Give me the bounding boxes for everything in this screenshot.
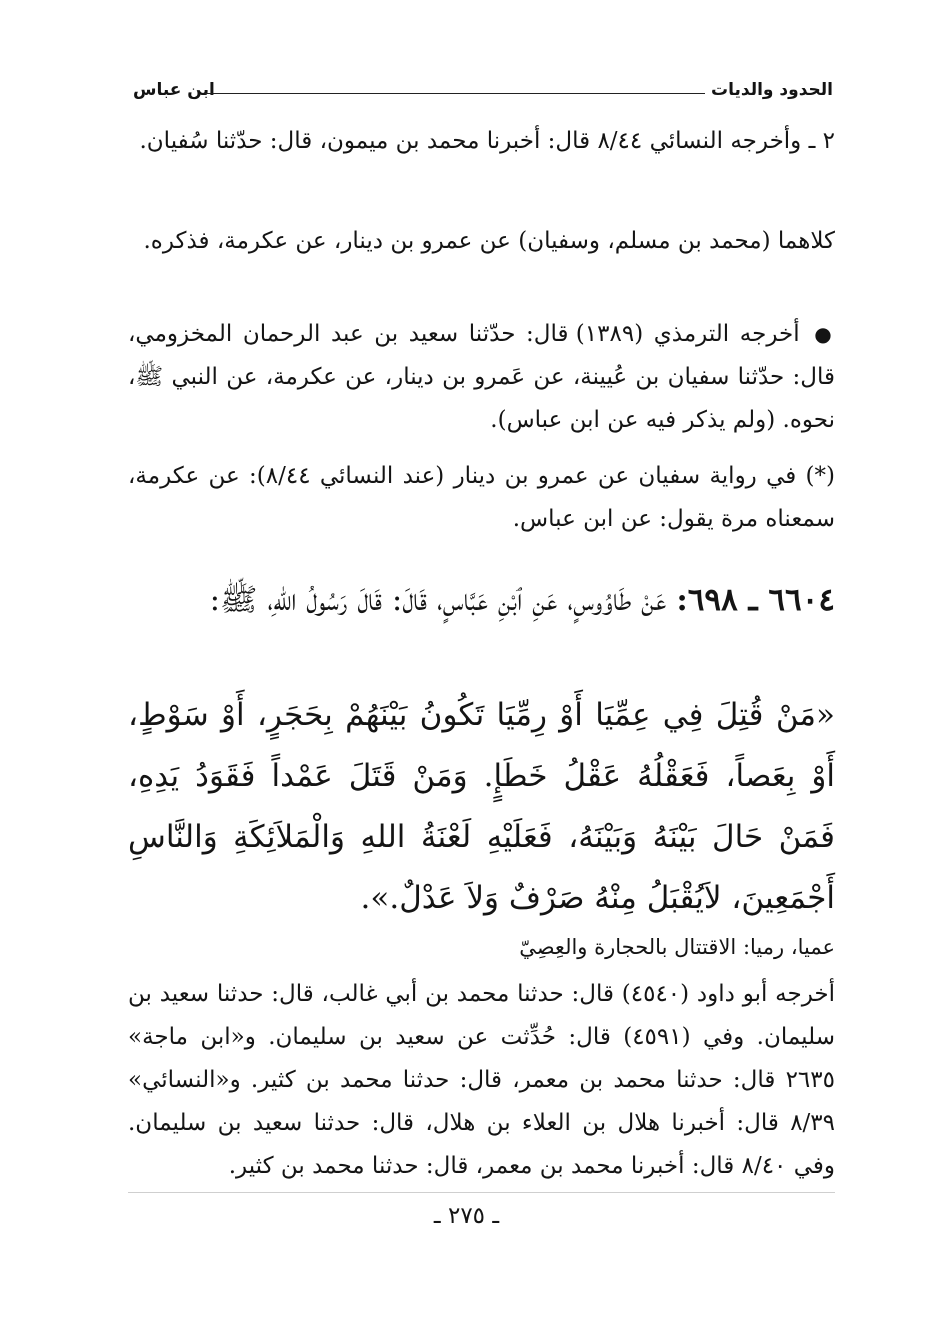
header-rule <box>205 93 705 94</box>
paragraph-note-text: (*) في رواية سفيان عن عمرو بن دينار (عند النسائي ٨/٤٤): عن عكرمة، سمعناه مرة يقول: عن ابن عباس. <box>128 463 835 532</box>
hadith-heading <box>128 568 835 632</box>
hadith-number: ٦٦٠٤ ـ ٦٩٨: <box>676 582 835 618</box>
paragraph-tirmidhi <box>128 313 835 442</box>
header-section-title: ابن عباس <box>133 80 215 100</box>
takhrij-text: أخرجه أبو داود (٤٥٤٠) قال: حدثنا محمد بن أبي غالب، قال: حدثنا سعيد بن سليمان. وفي (٤٥٩١) قال: حُدِّثت عن سعيد بن سليمان. و«ابن ماجة» ٢٦٣٥ قال: حدثنا محمد بن معمر، قال: حدثنا محمد بن كثير. و«النسائي» ٨/٣٩ قال: أخبرنا هلال بن العلاء بن هلال، قال: حدثنا سعيد بن سليمان. وفي ٨/٤٠ قال: أخبرنا محمد بن معمر، قال: حدثنا محمد بن كثير. <box>128 981 836 1179</box>
bottom-divider <box>128 1192 835 1193</box>
bullet-icon: ● <box>814 322 836 346</box>
header-chapter-title: الحدود والديات <box>711 80 833 100</box>
running-header <box>133 66 833 100</box>
gloss-line <box>128 928 835 966</box>
paragraph-note <box>128 455 835 541</box>
paragraph-tirmidhi-text: أخرجه الترمذي (١٣٨٩) قال: حدّثنا سعيد بن عبد الرحمان المخزومي، قال: حدّثنا سفيان بن عُيينة، عن عَمرو بن دينار، عن عكرمة، عن النبي ﷺ، نحوه. (ولم يذكر فيه عن ابن عباس). <box>128 321 835 433</box>
paragraph-nasai-text: ٢ ـ وأخرجه النسائي ٨/٤٤ قال: أخبرنا محمد بن ميمون، قال: حدّثنا سُفيان. <box>139 128 835 154</box>
paragraph-kilahuma <box>128 220 835 263</box>
hadith-isnad: عَنْ طَاوُوسٍ، عَنِ ٱبْنِ عَبَّاسٍ، قَالَ: قَالَ رَسُولُ اللهِ، ﷺ: <box>209 582 667 618</box>
gloss-text: عميا، رميا: الاقتتال بالحجارة والعِصِيّ <box>519 935 835 959</box>
hadith-text <box>128 685 835 929</box>
takhrij-paragraph <box>128 973 835 1188</box>
paragraph-nasai <box>128 120 835 163</box>
paragraph-kilahuma-text: كلاهما (محمد بن مسلم، وسفيان) عن عمرو بن دينار، عن عكرمة، فذكره. <box>143 228 835 254</box>
hadith-matn: «مَنْ قُتِلَ فِي عِمِّيَا أَوْ رِمِّيَا تَكُونُ بَيْنَهُمْ بِحَجَرٍ، أَوْ سَوْطٍ، أَوْ بِعَصاً، فَعَقْلُهُ عَقْلُ خَطَإٍ. وَمَنْ قَتَلَ عَمْداً فَقَوَدُ يَدِهِ، فَمَنْ حَالَ بَيْنَهُ وَبَيْنَهُ، فَعَلَيْهِ لَعْنَةُ اللهِ وَالْمَلاَئِكَةِ وَالنَّاسِ أَجْمَعِينَ، لاَيُقْبَلُ مِنْهُ صَرْفٌ وَلاَ عَدْلٌ.». <box>128 697 835 916</box>
page-number: ـ ٢٧٥ ـ <box>433 1203 500 1229</box>
